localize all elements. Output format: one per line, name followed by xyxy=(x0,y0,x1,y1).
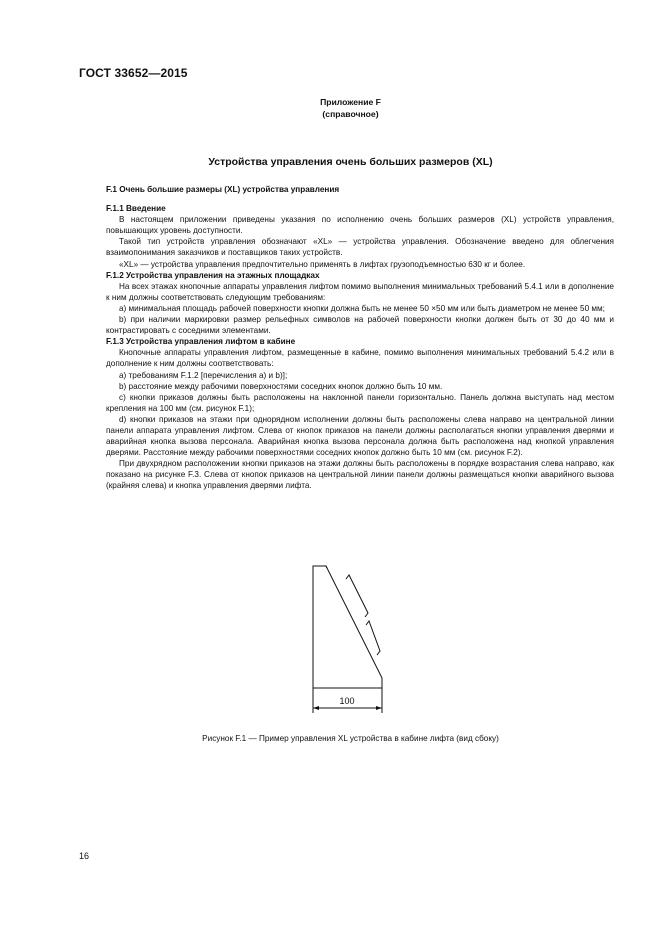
section-f11-heading: F.1.1 Введение xyxy=(106,204,166,214)
panel-bevel xyxy=(326,566,327,568)
paragraph: На всех этажах кнопочные аппараты управления лифтом помимо выполнения минимальных требований 5.4.1 или в дополнение к ним должны соответствовать следующим требованиям: xyxy=(106,281,614,302)
section-f12-heading: F.1.2 Устройства управления на этажных площадках xyxy=(106,270,320,280)
section-f13-heading: F.1.3 Устройства управления лифтом в кабине xyxy=(106,337,296,347)
list-item: b) расстояние между рабочими поверхностями соседних кнопок должно быть 10 мм. xyxy=(119,381,443,391)
list-item: c) кнопки приказов должны быть расположены на наклонной панели горизонтально. Панель должна выступать над местом крепления на 100 мм (см. рисунок F.1); xyxy=(106,392,614,413)
section-f1-heading: F.1 Очень большие размеры (XL) устройства управления xyxy=(106,185,340,194)
annex-label: Приложение F xyxy=(320,97,381,107)
paragraph: При двухрядном расположении кнопки приказов на этажи должны быть расположены в порядке возрастания слева направо, как показано на рисунке F.3. Слева от кнопок приказов на центральной линии панели должны размещаться кнопки аварийного вызова (крайняя слева) и кнопка управления дверями лифта. xyxy=(106,459,614,491)
annex-title: Устройства управления очень больших размеров (XL) xyxy=(208,156,493,168)
figure-f1-side-view xyxy=(300,555,400,720)
document-id: ГОСТ 33652—2015 xyxy=(79,66,188,80)
list-item: a) требованиям F.1.2 [перечисления a) и b)]; xyxy=(119,370,288,380)
page-number: 16 xyxy=(79,851,90,861)
dim-arrow-right xyxy=(376,706,382,710)
dimension-label: 100 xyxy=(339,696,355,706)
list-item: d) кнопки приказов на этажи при однорядном исполнении должны быть расположены слева направо на центральной линии панели аппарата управления лифтом. Слева от кнопок приказов на панели должны располагаться кнопки управления дверями и аварийная кнопка вызова персонала. Аварийная кнопка вызова персонала должна быть расположена над кнопкой управления дверями. Расстояние между рабочими поверхностями соседних кнопок должно быть 10 мм (см. рисунок F.2). xyxy=(106,414,614,458)
paragraph: Такой тип устройств управления обозначают «XL» — устройства управления. Обозначение введено для облегчения взаимопонимания заказчиков и поставщиков таких устройств. xyxy=(106,237,614,258)
figure-caption: Рисунок F.1 — Пример управления XL устройства в кабине лифта (вид сбоку) xyxy=(202,734,499,743)
annex-type: (справочное) xyxy=(322,109,379,119)
document-body xyxy=(106,184,614,492)
list-item: b) при наличии маркировки размер рельефных символов на рабочей поверхности кнопки должен быть от 30 до 40 мм и контрастировать с соседними элементами. xyxy=(106,315,614,336)
paragraph: «XL» — устройства управления предпочтительно применять в лифтах грузоподъемностью 630 кг и более. xyxy=(119,259,526,269)
dim-arrow-left xyxy=(313,706,319,710)
upper-button xyxy=(346,575,368,617)
paragraph: Кнопочные аппараты управления лифтом, размещенные в кабине, помимо выполнения минимальных требований 5.4.2 или в дополнение к ним должны соответствовать: xyxy=(106,348,614,369)
paragraph: В настоящем приложении приведены указания по исполнению очень больших размеров (XL) устройств управления, повышающих уровень доступности. xyxy=(106,215,614,236)
list-item: a) минимальная площадь рабочей поверхности кнопки должна быть не менее 50 ×50 мм или быть диаметром не менее 50 мм; xyxy=(119,303,605,313)
